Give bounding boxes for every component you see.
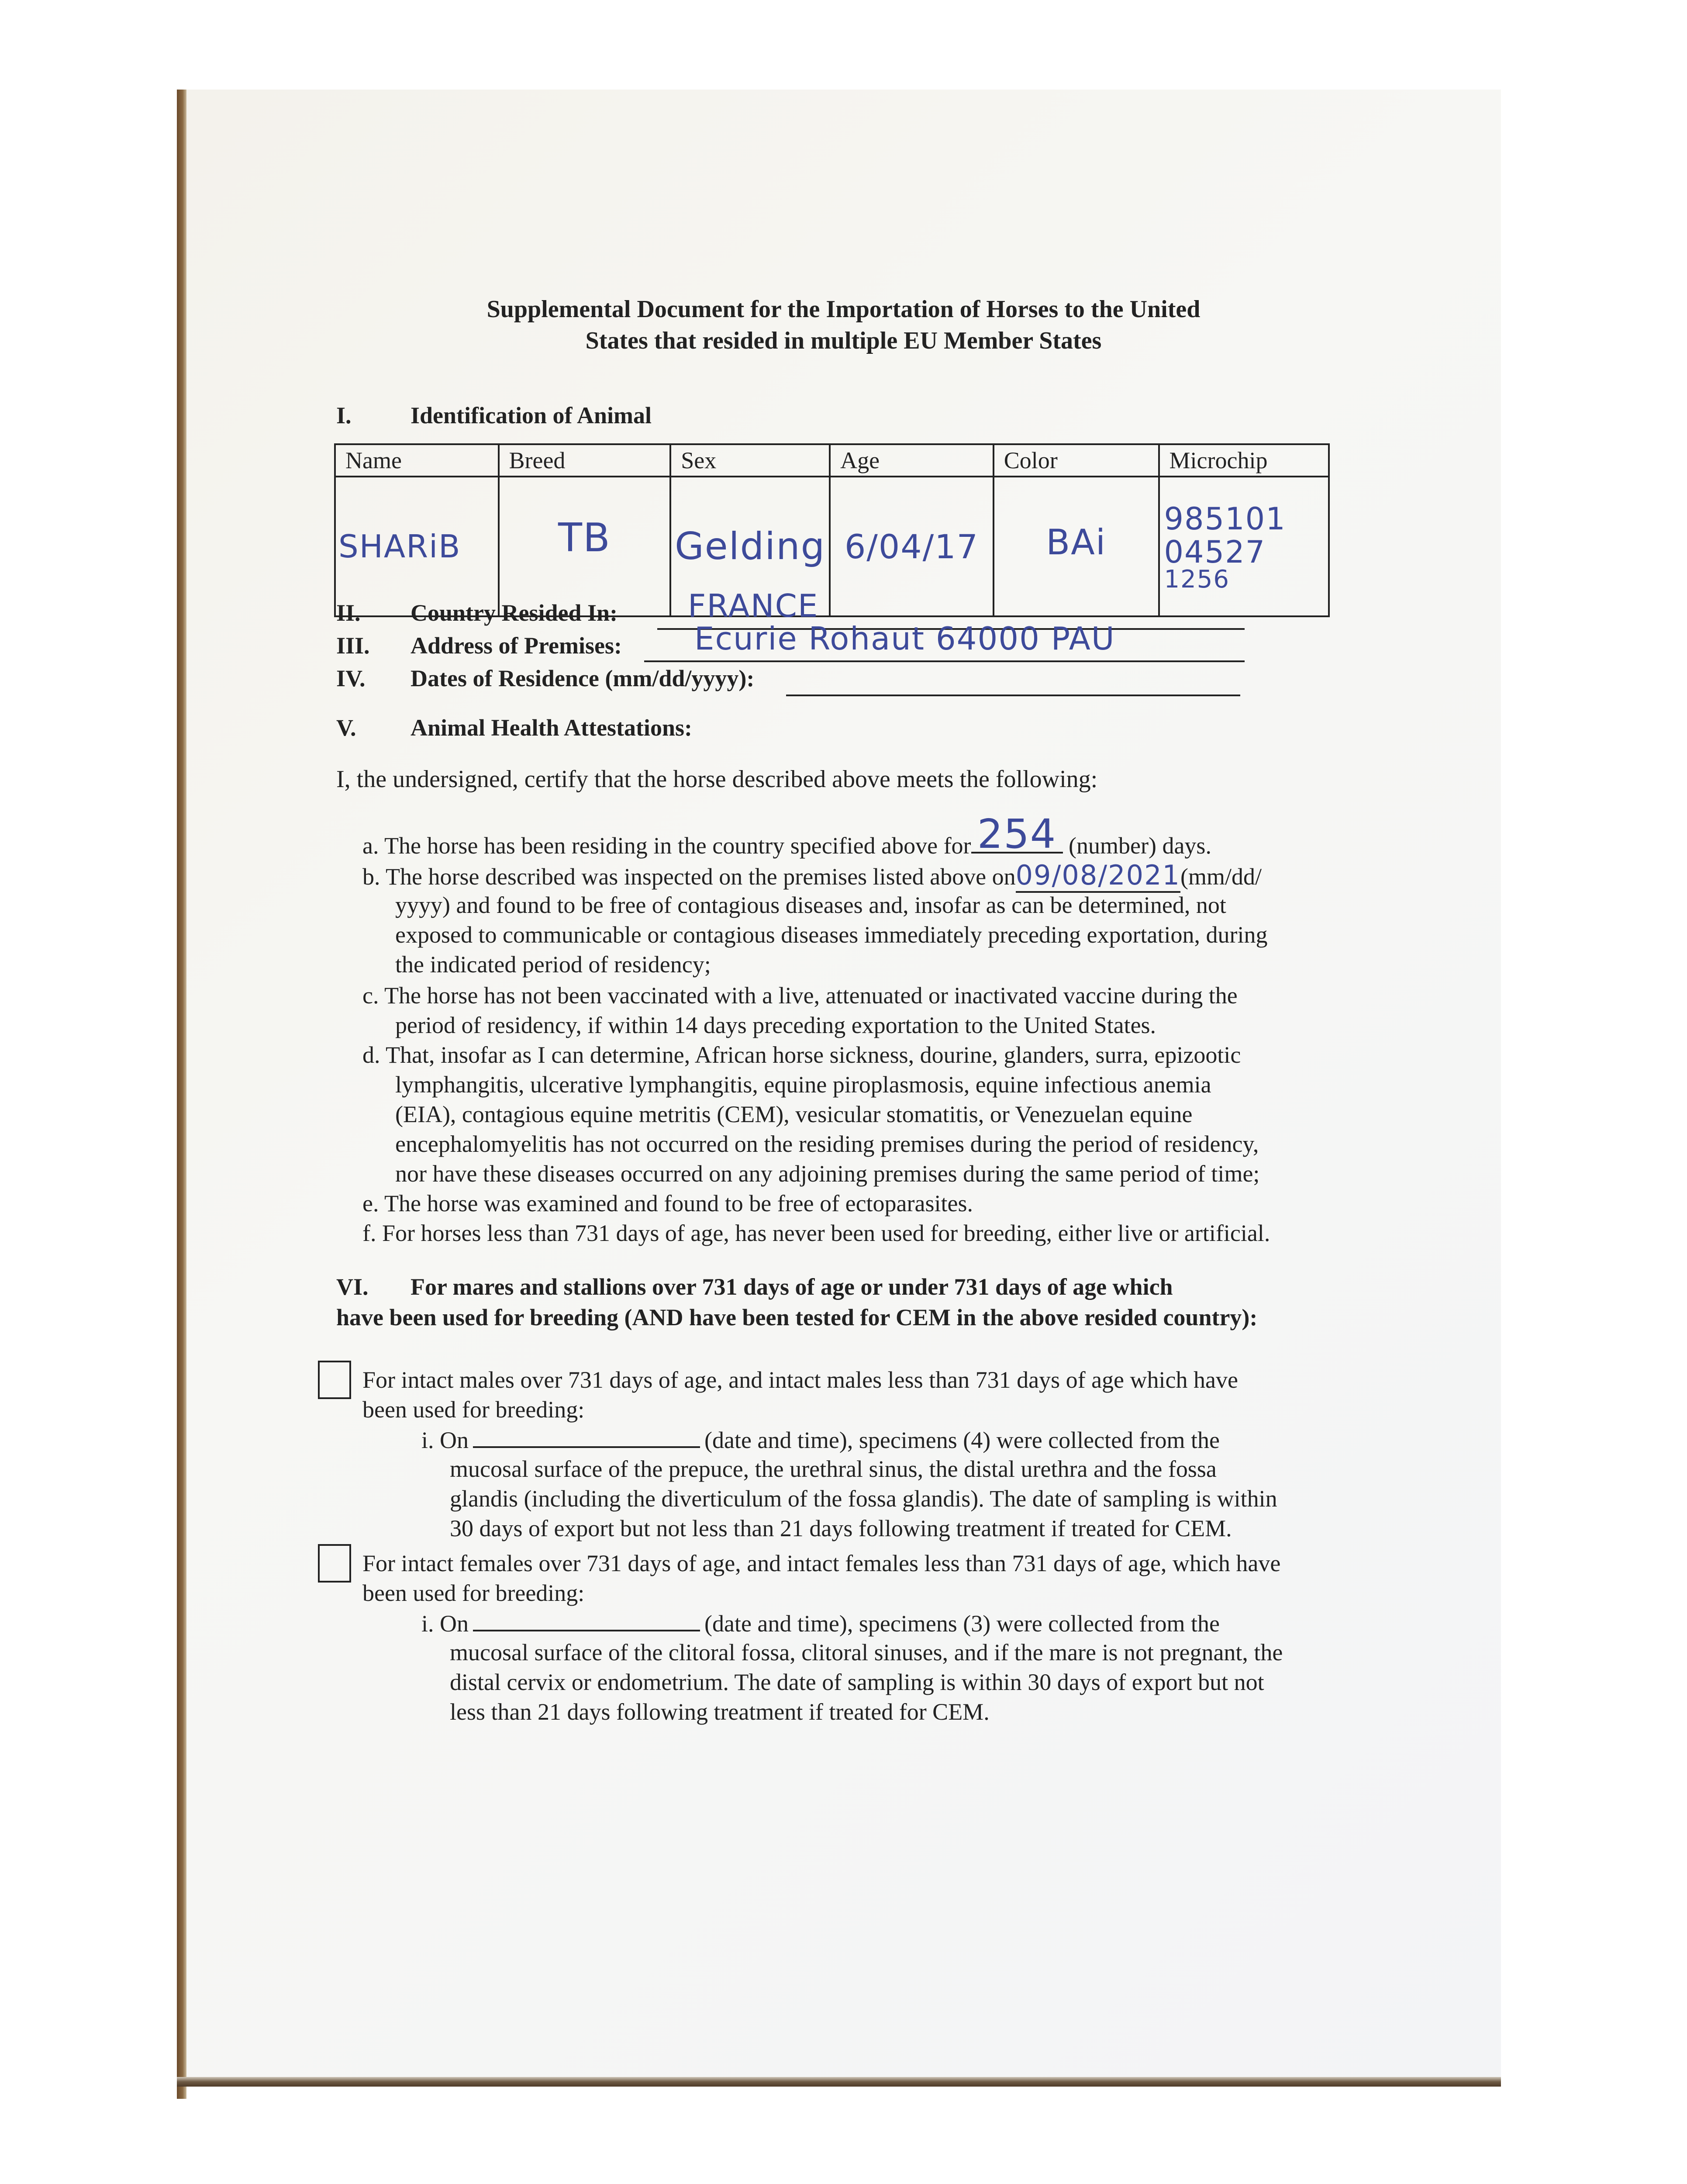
attestation-f: f. For horses less than 731 days of age, has never been used for breeding, either live or artificial. [362,1220,1270,1246]
females-line1: For intact females over 731 days of age, and intact females less than 731 days of age, which have [362,1550,1281,1576]
cell-breed: TB [499,477,671,616]
attestation-c-line2: period of residency, if within 14 days preceding exportation to the United States. [395,1012,1156,1038]
col-header-name: Name [335,444,499,477]
intact-females-checkbox[interactable] [318,1544,351,1583]
cell-sex: Gelding [670,477,830,616]
section-3-number: III. [336,632,370,659]
attestation-a-suffix: (number) days. [1069,833,1211,859]
cell-microchip [1159,477,1329,616]
males-date-field[interactable] [473,1424,700,1448]
col-header-microchip: Microchip [1159,444,1329,477]
table-row [335,477,1329,616]
identification-table [334,443,1330,617]
days-field [971,811,1063,857]
females-item-i [421,1608,1220,1638]
document-title-line1: Supplemental Document for the Importation of Horses to the United [486,296,1201,323]
scan-edge-bottom [177,2077,1501,2087]
section-4-label: Dates of Residence (mm/dd/yyyy): [411,665,755,691]
section-6-number: VI. [336,1274,369,1300]
attestation-d-line2: lymphangitis, ulcerative lymphangitis, equine piroplasmosis, equine infectious anemia [395,1071,1211,1098]
females-item-i-line4: less than 21 days following treatment if treated for CEM. [450,1699,990,1725]
males-item-i-line3: glandis (including the diverticulum of the fossa glandis). The date of sampling is within [450,1486,1277,1512]
cell-name: SHARiB [335,477,499,616]
females-item-i-line3: distal cervix or endometrium. The date of sampling is within 30 days of export but not [450,1669,1264,1695]
microchip-line3: 1256 [1164,565,1230,594]
attestation-b-line2: yyyy) and found to be free of contagious diseases and, insofar as can be determined, not [395,892,1226,918]
males-item-i-suffix: (date and time), specimens (4) were collected from the [704,1427,1220,1453]
section-1-heading: Identification of Animal [411,402,652,429]
scan-edge-left [177,90,186,2099]
section-5-number: V. [336,715,356,741]
males-item-i-line2: mucosal surface of the prepuce, the urethral sinus, the distal urethra and the fossa [450,1456,1217,1482]
attestation-c-line1: c. The horse has not been vaccinated with a live, attenuated or inactivated vaccine during the [362,982,1238,1009]
col-header-breed: Breed [499,444,671,477]
section-3-label: Address of Premises: [411,632,622,659]
females-item-i-line2: mucosal surface of the clitoral fossa, clitoral sinuses, and if the mare is not pregnant, the [450,1639,1283,1666]
males-line2: been used for breeding: [362,1396,585,1423]
section-6-heading-line1: For mares and stallions over 731 days of age or under 731 days of age which [411,1274,1173,1300]
attestation-d-line5: nor have these diseases occurred on any adjoining premises during the same period of time; [395,1161,1260,1187]
section-6-heading-line2: have been used for breeding (AND have been tested for CEM in the above resided country): [336,1304,1258,1330]
inspection-date-value: 09/08/2021 [1016,859,1180,893]
microchip-line2: 04527 [1164,534,1266,570]
males-item-i-line4: 30 days of export but not less than 21 days following treatment if treated for CEM. [450,1515,1232,1541]
section-5-heading: Animal Health Attestations: [411,715,692,741]
document-title-line2: States that resided in multiple EU Member States [585,327,1102,354]
table-header-row [335,444,1329,477]
intact-males-checkbox[interactable] [318,1361,351,1399]
col-header-color: Color [994,444,1159,477]
attestation-d-line4: encephalomyelitis has not occurred on the residing premises during the period of residency, [395,1131,1259,1157]
address-value: Ecurie Rohaut 64000 PAU [694,620,1115,657]
cell-color: BAi [994,477,1159,616]
attestation-b-line3: exposed to communicable or contagious diseases immediately preceding exportation, during [395,922,1268,948]
address-field-line [644,660,1245,662]
attestation-b-line4: the indicated period of residency; [395,951,711,978]
country-value: FRANCE [688,587,819,624]
col-header-sex: Sex [670,444,830,477]
attestation-b [362,860,1262,892]
males-line1: For intact males over 731 days of age, and intact males less than 731 days of age which have [362,1367,1238,1393]
attestation-intro: I, the undersigned, certify that the horse described above meets the following: [336,766,1098,793]
females-line2: been used for breeding: [362,1580,585,1606]
attestation-a-text: a. The horse has been residing in the country specified above for [362,833,971,859]
attestation-d-line3: (EIA), contagious equine metritis (CEM), vesicular stomatitis, or Venezuelan equine [395,1101,1193,1127]
attestation-a [362,811,1211,860]
section-4-number: IV. [336,665,366,691]
attestation-e: e. The horse was examined and found to be free of ectoparasites. [362,1190,973,1216]
cell-age: 6/04/17 [830,477,994,616]
section-2-number: II. [336,600,361,626]
section-1-number: I. [336,402,352,429]
col-header-age: Age [830,444,994,477]
attestation-d-line1: d. That, insofar as I can determine, African horse sickness, dourine, glanders, surra, epizootic [362,1042,1241,1068]
attestation-b-suffix: (mm/dd/ [1180,864,1262,890]
section-2-label: Country Resided In: [411,600,618,626]
attestation-b-text: b. The horse described was inspected on the premises listed above on [362,864,1016,890]
residence-dates-field-line [786,695,1240,696]
males-item-i [421,1424,1220,1455]
females-item-i-suffix: (date and time), specimens (3) were collected from the [704,1610,1220,1637]
days-value: 254 [977,811,1057,857]
microchip-line1: 985101 [1164,501,1286,537]
males-item-i-prefix: i. On [421,1427,469,1453]
females-date-field[interactable] [473,1608,700,1631]
females-item-i-prefix: i. On [421,1610,469,1637]
